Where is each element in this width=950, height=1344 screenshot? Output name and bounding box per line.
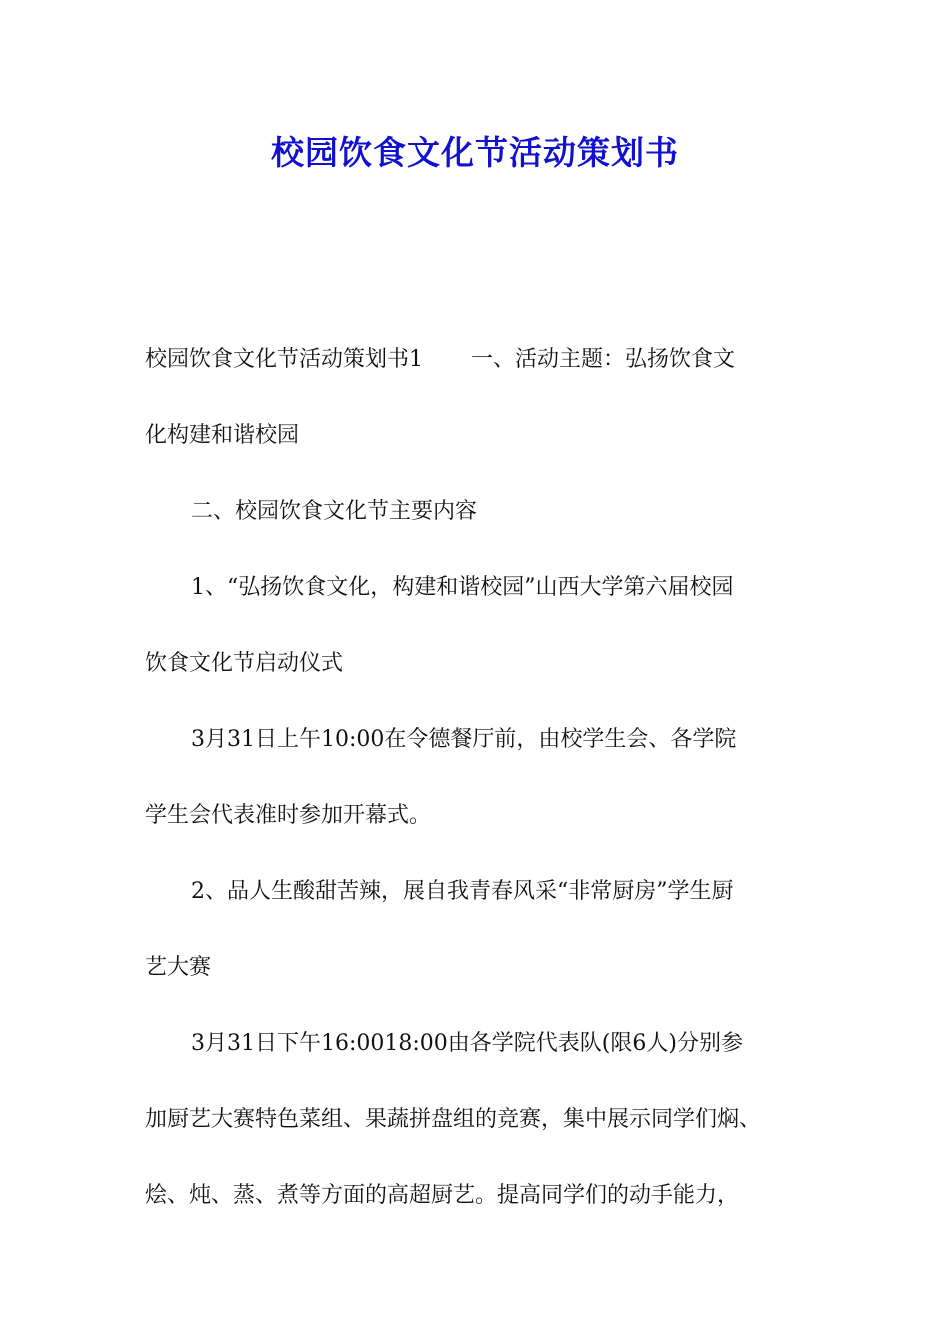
paragraph-line: 加厨艺大赛特色菜组、果蔬拼盘组的竞赛，集中展示同学们焖、 [145, 1107, 762, 1132]
paragraph-line: 艺大赛 [145, 955, 212, 980]
document-body [145, 341, 810, 1253]
paragraph-line: 3月31日上午10:00在令德餐厅前，由校学生会、各学院 [191, 727, 737, 752]
paragraph-line: 饮食文化节启动仪式 [145, 651, 344, 676]
theme-text: 一、活动主题：弘扬饮食文 [471, 347, 736, 372]
document-title: 校园饮食文化节活动策划书 [271, 133, 679, 172]
paragraph-line: 化构建和谐校园 [145, 423, 300, 448]
paragraph-line: 2、品人生酸甜苦辣，展自我青春风采“非常厨房”学生厨 [191, 879, 734, 904]
paragraph-line: 烩、炖、蒸、煮等方面的高超厨艺。提高同学们的动手能力， [145, 1183, 740, 1208]
paragraph-line: 二、校园饮食文化节主要内容 [191, 499, 478, 524]
paragraph-line: 3月31日下午16:0018:00由各学院代表队(限6人)分别参 [191, 1031, 743, 1056]
paragraph-line [145, 341, 810, 417]
paragraph-line: 1、“弘扬饮食文化，构建和谐校园”山西大学第六届校园 [191, 575, 734, 600]
section-heading-text: 校园饮食文化节活动策划书1 [145, 347, 423, 372]
paragraph-line: 学生会代表准时参加开幕式。 [145, 803, 432, 828]
